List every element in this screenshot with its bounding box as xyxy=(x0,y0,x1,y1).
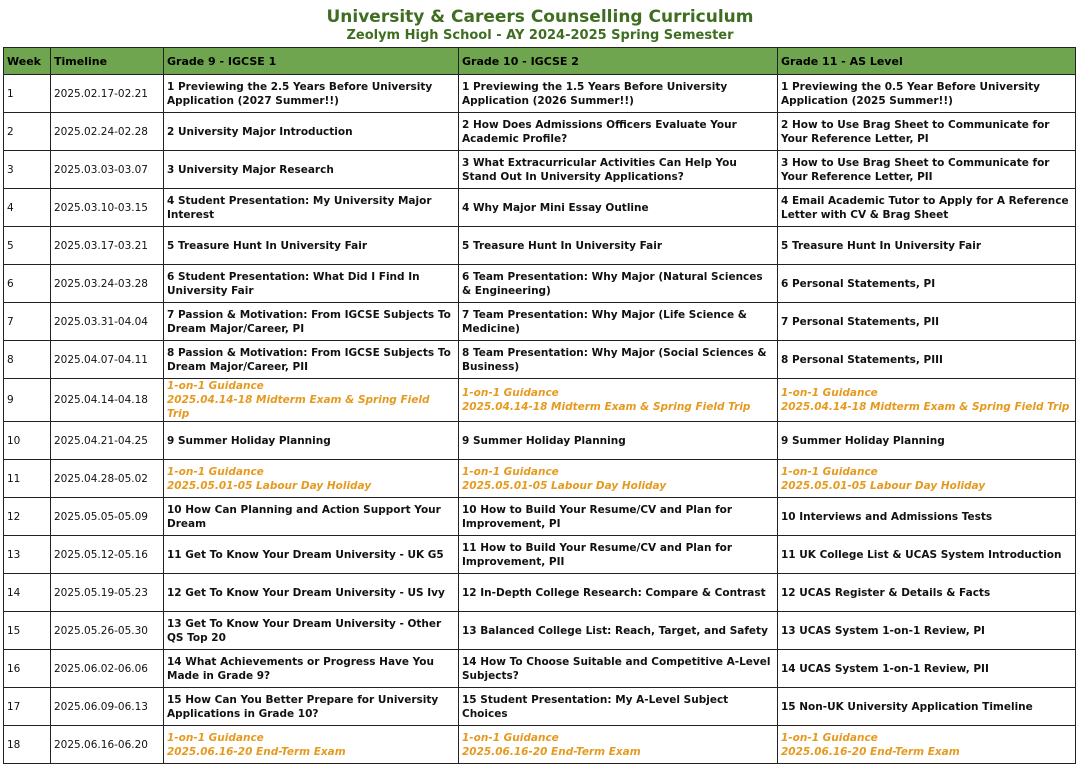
lesson-title: 4 Why Major Mini Essay Outline xyxy=(462,201,649,214)
table-row xyxy=(4,227,1076,265)
timeline-cell: 2025.06.16-06.20 xyxy=(51,726,164,764)
timeline-cell: 2025.03.24-03.28 xyxy=(51,265,164,303)
week-cell: 6 xyxy=(4,265,51,303)
week-cell: 4 xyxy=(4,189,51,227)
week-cell: 10 xyxy=(4,422,51,460)
grade-10-cell xyxy=(459,379,778,422)
week-cell: 5 xyxy=(4,227,51,265)
grade-9-cell xyxy=(164,726,459,764)
lesson-title: 8 Personal Statements, PIII xyxy=(781,353,943,366)
lesson-title: 11 Get To Know Your Dream University - UK G5 xyxy=(167,548,444,561)
timeline-cell: 2025.06.02-06.06 xyxy=(51,650,164,688)
grade-9-cell xyxy=(164,612,459,650)
column-header-grade-11: Grade 11 - AS Level xyxy=(778,48,1076,75)
grade-9-cell xyxy=(164,536,459,574)
lesson-title: 11 How to Build Your Resume/CV and Plan for Improvement, PII xyxy=(462,541,733,568)
grade-11-cell xyxy=(778,189,1076,227)
lesson-title: 4 Email Academic Tutor to Apply for A Reference Letter with CV & Brag Sheet xyxy=(781,194,1069,221)
lesson-title: 13 Balanced College List: Reach, Target, and Safety xyxy=(462,624,768,637)
table-row xyxy=(4,536,1076,574)
grade-9-cell xyxy=(164,650,459,688)
lesson-title: 12 In-Depth College Research: Compare & Contrast xyxy=(462,586,766,599)
guidance-label: 1-on-1 Guidance xyxy=(781,387,878,399)
lesson-title: 14 What Achievements or Progress Have You Made in Grade 9? xyxy=(167,655,434,682)
lesson-title: 7 Passion & Motivation: From IGCSE Subjects To Dream Major/Career, PI xyxy=(167,308,451,335)
event-note: 2025.04.14-18 Midterm Exam & Spring Field Trip xyxy=(167,394,430,420)
grade-11-cell xyxy=(778,460,1076,498)
grade-11-cell xyxy=(778,227,1076,265)
curriculum-table xyxy=(3,47,1076,764)
event-note: 2025.06.16-20 End-Term Exam xyxy=(781,745,960,758)
event-note: 2025.05.01-05 Labour Day Holiday xyxy=(462,479,667,492)
event-note: 2025.06.16-20 End-Term Exam xyxy=(462,745,641,758)
lesson-title: 11 UK College List & UCAS System Introduction xyxy=(781,548,1062,561)
table-row xyxy=(4,574,1076,612)
week-cell: 11 xyxy=(4,460,51,498)
event-note: 2025.06.16-20 End-Term Exam xyxy=(167,745,346,758)
column-header-timeline: Timeline xyxy=(51,48,164,75)
grade-10-cell xyxy=(459,189,778,227)
week-cell: 17 xyxy=(4,688,51,726)
grade-11-cell xyxy=(778,113,1076,151)
timeline-cell: 2025.05.26-05.30 xyxy=(51,612,164,650)
timeline-cell: 2025.03.10-03.15 xyxy=(51,189,164,227)
grade-11-cell xyxy=(778,536,1076,574)
grade-11-cell xyxy=(778,75,1076,113)
grade-11-cell xyxy=(778,650,1076,688)
timeline-cell: 2025.05.19-05.23 xyxy=(51,574,164,612)
grade-9-cell xyxy=(164,460,459,498)
lesson-title: 5 Treasure Hunt In University Fair xyxy=(781,239,982,252)
grade-9-cell xyxy=(164,227,459,265)
timeline-cell: 2025.04.14-04.18 xyxy=(51,379,164,422)
lesson-title: 10 How Can Planning and Action Support Your Dream xyxy=(167,503,441,530)
grade-9-cell xyxy=(164,265,459,303)
guidance-label: 1-on-1 Guidance xyxy=(167,731,264,744)
lesson-title: 14 UCAS System 1-on-1 Review, PII xyxy=(781,662,989,675)
lesson-title: 10 Interviews and Admissions Tests xyxy=(781,510,993,523)
grade-10-cell xyxy=(459,536,778,574)
timeline-cell: 2025.06.09-06.13 xyxy=(51,688,164,726)
timeline-cell: 2025.05.12-05.16 xyxy=(51,536,164,574)
grade-9-cell xyxy=(164,498,459,536)
table-row xyxy=(4,265,1076,303)
grade-10-cell xyxy=(459,498,778,536)
timeline-cell: 2025.03.03-03.07 xyxy=(51,151,164,189)
guidance-label: 1-on-1 Guidance xyxy=(462,731,559,744)
grade-11-cell xyxy=(778,574,1076,612)
lesson-title: 2 How Does Admissions Officers Evaluate Your Academic Profile? xyxy=(462,118,737,145)
grade-10-cell xyxy=(459,650,778,688)
lesson-title: 9 Summer Holiday Planning xyxy=(781,434,945,447)
week-cell: 18 xyxy=(4,726,51,764)
lesson-title: 9 Summer Holiday Planning xyxy=(167,434,331,447)
grade-10-cell xyxy=(459,151,778,189)
lesson-title: 6 Student Presentation: What Did I Find In University Fair xyxy=(167,270,420,297)
lesson-title: 3 How to Use Brag Sheet to Communicate for Your Reference Letter, PII xyxy=(781,156,1050,183)
table-row xyxy=(4,460,1076,498)
lesson-title: 1 Previewing the 0.5 Year Before University Application (2025 Summer!!) xyxy=(781,80,1040,107)
lesson-title: 8 Team Presentation: Why Major (Social Sciences & Business) xyxy=(462,346,767,373)
lesson-title: 4 Student Presentation: My University Major Interest xyxy=(167,194,432,221)
lesson-title: 14 How To Choose Suitable and Competitive A-Level Subjects? xyxy=(462,655,771,682)
lesson-title: 9 Summer Holiday Planning xyxy=(462,434,626,447)
week-cell: 16 xyxy=(4,650,51,688)
grade-10-cell xyxy=(459,612,778,650)
lesson-title: 15 Student Presentation: My A-Level Subject Choices xyxy=(462,693,729,720)
week-cell: 14 xyxy=(4,574,51,612)
table-row xyxy=(4,75,1076,113)
grade-11-cell xyxy=(778,498,1076,536)
guidance-label: 1-on-1 Guidance xyxy=(167,465,264,478)
table-row xyxy=(4,379,1076,422)
grade-10-cell xyxy=(459,422,778,460)
guidance-label: 1-on-1 Guidance xyxy=(781,731,878,744)
table-row xyxy=(4,189,1076,227)
guidance-label: 1-on-1 Guidance xyxy=(462,465,559,478)
lesson-title: 15 Non-UK University Application Timeline xyxy=(781,700,1033,713)
grade-11-cell xyxy=(778,379,1076,422)
table-row xyxy=(4,151,1076,189)
event-note: 2025.04.14-18 Midterm Exam & Spring Field Trip xyxy=(781,401,1070,413)
timeline-cell: 2025.03.31-04.04 xyxy=(51,303,164,341)
grade-11-cell xyxy=(778,726,1076,764)
grade-11-cell xyxy=(778,422,1076,460)
table-row xyxy=(4,303,1076,341)
timeline-cell: 2025.04.21-04.25 xyxy=(51,422,164,460)
lesson-title: 1 Previewing the 2.5 Years Before University Application (2027 Summer!!) xyxy=(167,80,433,107)
table-row xyxy=(4,688,1076,726)
grade-9-cell xyxy=(164,113,459,151)
timeline-cell: 2025.05.05-05.09 xyxy=(51,498,164,536)
table-row xyxy=(4,113,1076,151)
title-block xyxy=(0,0,1080,46)
column-header-grade-10: Grade 10 - IGCSE 2 xyxy=(459,48,778,75)
lesson-title: 5 Treasure Hunt In University Fair xyxy=(167,239,368,252)
grade-10-cell xyxy=(459,726,778,764)
grade-10-cell xyxy=(459,303,778,341)
event-note: 2025.05.01-05 Labour Day Holiday xyxy=(781,479,986,492)
grade-11-cell xyxy=(778,341,1076,379)
grade-10-cell xyxy=(459,265,778,303)
timeline-cell: 2025.04.28-05.02 xyxy=(51,460,164,498)
lesson-title: 1 Previewing the 1.5 Years Before University Application (2026 Summer!!) xyxy=(462,80,728,107)
grade-10-cell xyxy=(459,574,778,612)
week-cell: 12 xyxy=(4,498,51,536)
table-row xyxy=(4,650,1076,688)
lesson-title: 5 Treasure Hunt In University Fair xyxy=(462,239,663,252)
grade-9-cell xyxy=(164,75,459,113)
grade-11-cell xyxy=(778,303,1076,341)
lesson-title: 12 Get To Know Your Dream University - US Ivy xyxy=(167,586,445,599)
page-title: University & Careers Counselling Curriculum xyxy=(326,7,754,27)
guidance-label: 1-on-1 Guidance xyxy=(167,380,264,392)
grade-9-cell xyxy=(164,379,459,422)
week-cell: 13 xyxy=(4,536,51,574)
lesson-title: 3 University Major Research xyxy=(167,163,334,176)
week-cell: 9 xyxy=(4,379,51,422)
table-row xyxy=(4,498,1076,536)
grade-11-cell xyxy=(778,265,1076,303)
lesson-title: 7 Personal Statements, PII xyxy=(781,315,940,328)
table-row xyxy=(4,726,1076,764)
timeline-cell: 2025.02.24-02.28 xyxy=(51,113,164,151)
lesson-title: 7 Team Presentation: Why Major (Life Science & Medicine) xyxy=(462,308,747,335)
grade-10-cell xyxy=(459,75,778,113)
lesson-title: 15 How Can You Better Prepare for University Applications in Grade 10? xyxy=(167,693,439,720)
event-note: 2025.04.14-18 Midterm Exam & Spring Field Trip xyxy=(462,401,751,413)
header-row xyxy=(4,48,1076,75)
lesson-title: 2 University Major Introduction xyxy=(167,125,353,138)
column-header-grade-9: Grade 9 - IGCSE 1 xyxy=(164,48,459,75)
grade-9-cell xyxy=(164,303,459,341)
lesson-title: 12 UCAS Register & Details & Facts xyxy=(781,586,991,599)
table-body xyxy=(4,75,1076,764)
grade-10-cell xyxy=(459,688,778,726)
lesson-title: 6 Personal Statements, PI xyxy=(781,277,936,290)
guidance-label: 1-on-1 Guidance xyxy=(781,465,878,478)
table-row xyxy=(4,341,1076,379)
event-note: 2025.05.01-05 Labour Day Holiday xyxy=(167,479,372,492)
grade-11-cell xyxy=(778,612,1076,650)
grade-10-cell xyxy=(459,460,778,498)
lesson-title: 13 Get To Know Your Dream University - Other QS Top 20 xyxy=(167,617,442,644)
grade-9-cell xyxy=(164,341,459,379)
grade-11-cell xyxy=(778,688,1076,726)
grade-10-cell xyxy=(459,227,778,265)
week-cell: 7 xyxy=(4,303,51,341)
grade-9-cell xyxy=(164,688,459,726)
timeline-cell: 2025.03.17-03.21 xyxy=(51,227,164,265)
lesson-title: 2 How to Use Brag Sheet to Communicate for Your Reference Letter, PI xyxy=(781,118,1050,145)
week-cell: 15 xyxy=(4,612,51,650)
timeline-cell: 2025.02.17-02.21 xyxy=(51,75,164,113)
page-subtitle: Zeolym High School - AY 2024-2025 Spring Semester xyxy=(346,28,734,43)
grade-9-cell xyxy=(164,574,459,612)
week-cell: 8 xyxy=(4,341,51,379)
grade-10-cell xyxy=(459,341,778,379)
grade-9-cell xyxy=(164,422,459,460)
guidance-label: 1-on-1 Guidance xyxy=(462,387,559,399)
week-cell: 3 xyxy=(4,151,51,189)
lesson-title: 13 UCAS System 1-on-1 Review, PI xyxy=(781,624,985,637)
grade-10-cell xyxy=(459,113,778,151)
grade-9-cell xyxy=(164,151,459,189)
lesson-title: 8 Passion & Motivation: From IGCSE Subjects To Dream Major/Career, PII xyxy=(167,346,451,373)
week-cell: 1 xyxy=(4,75,51,113)
lesson-title: 6 Team Presentation: Why Major (Natural Sciences & Engineering) xyxy=(462,270,763,297)
table-row xyxy=(4,612,1076,650)
grade-11-cell xyxy=(778,151,1076,189)
timeline-cell: 2025.04.07-04.11 xyxy=(51,341,164,379)
week-cell: 2 xyxy=(4,113,51,151)
lesson-title: 10 How to Build Your Resume/CV and Plan for Improvement, PI xyxy=(462,503,733,530)
lesson-title: 3 What Extracurricular Activities Can Help You Stand Out In University Applications? xyxy=(462,156,737,183)
grade-9-cell xyxy=(164,189,459,227)
column-header-week: Week xyxy=(4,48,51,75)
table-row xyxy=(4,422,1076,460)
